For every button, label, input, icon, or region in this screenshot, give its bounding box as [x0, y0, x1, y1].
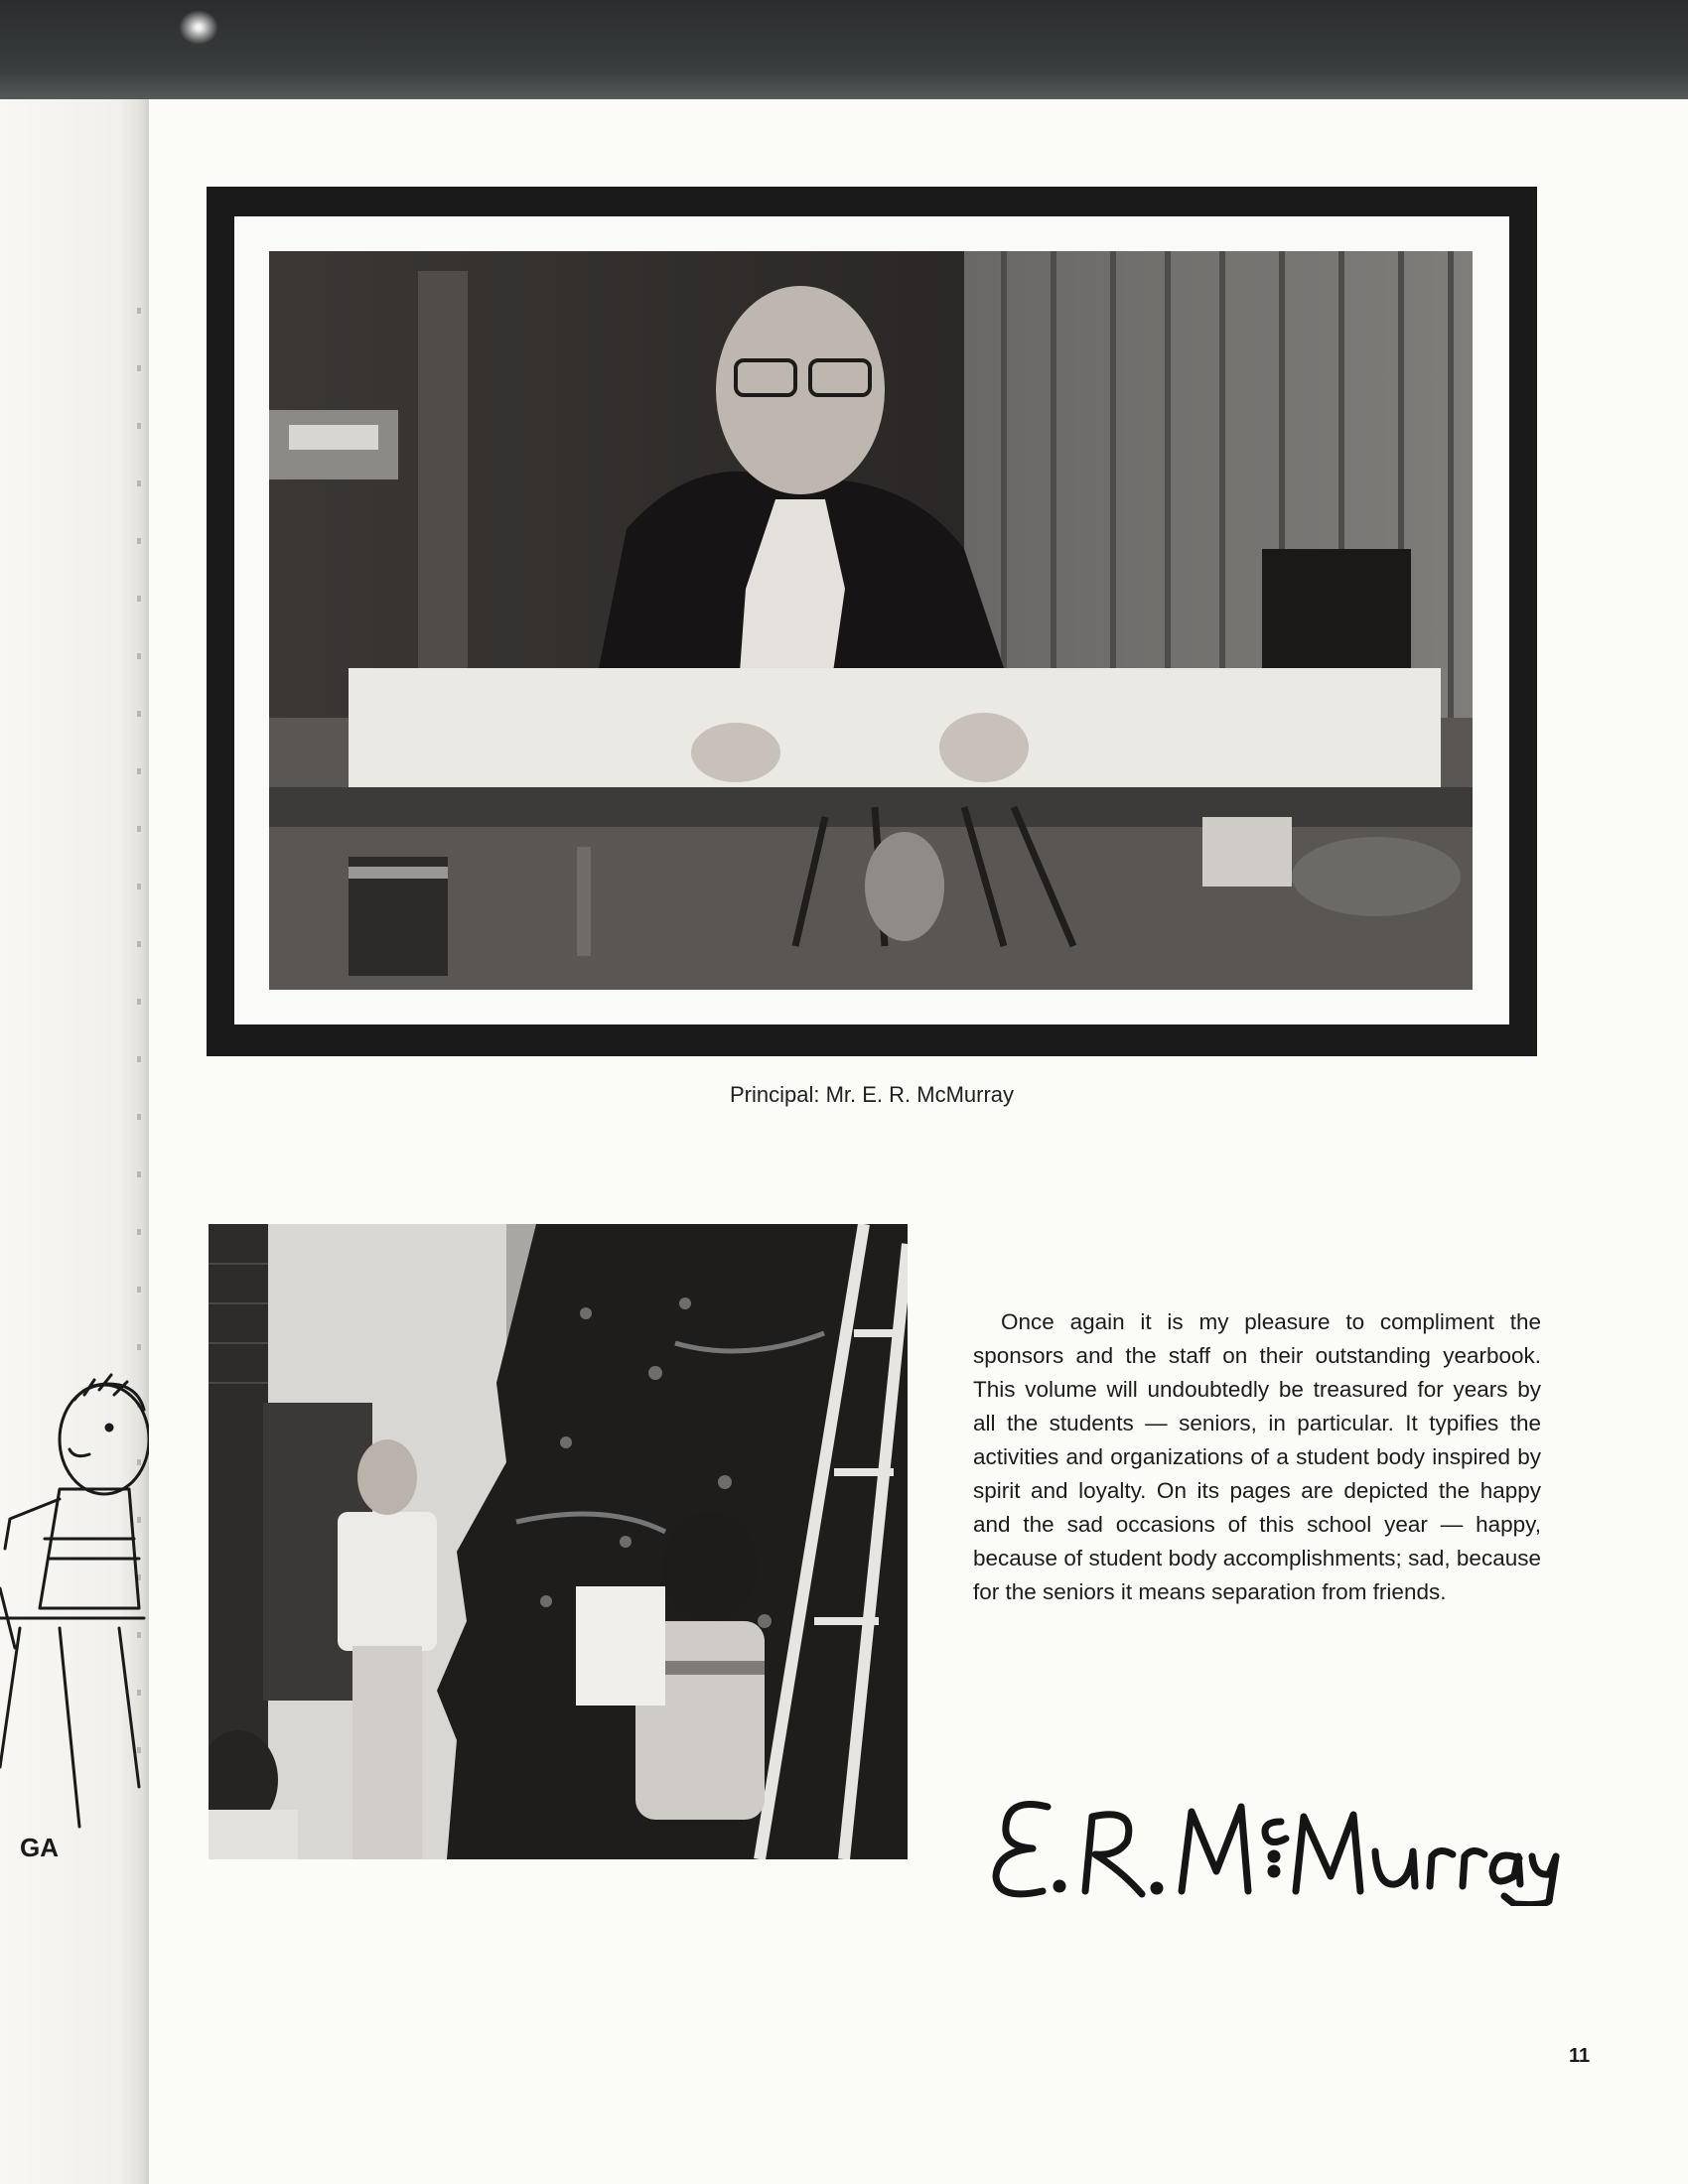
principal-signature [988, 1777, 1574, 1906]
doodle-initials: GA [20, 1833, 59, 1862]
page-number: 11 [1569, 2045, 1591, 2067]
christmas-tree-photo-image [209, 1224, 908, 1859]
christmas-tree-photo [209, 1224, 908, 1859]
binding-strip [0, 0, 1688, 99]
photo-caption: Principal: Mr. E. R. McMurray [729, 1082, 1015, 1107]
principal-photo [269, 251, 1473, 990]
student-doodle [0, 1350, 149, 1886]
principal-message: Once again it is my pleasure to compliment the sponsors and the staff on their outstanding yearbook. This volume will undoubtedly be treasured for years by all the students — seniors, in particular. It typifies the activities and organizations of a student body inspired by spirit and loyalty. On its pages are depicted the happy and the sad occasions of this school year — happy, because of student body accomplishments; sad, because for the seniors it means separation from friends. [973, 1309, 1541, 1604]
principal-photo-image [269, 251, 1473, 990]
binding-speck [179, 10, 218, 45]
